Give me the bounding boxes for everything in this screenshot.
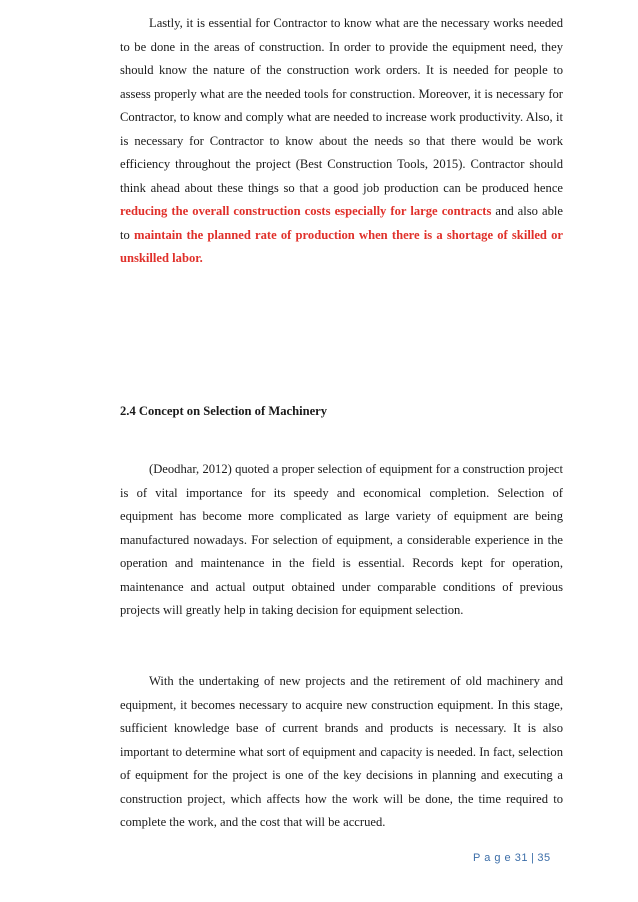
page-separator: | [530, 852, 535, 864]
paragraph-text: and also able to [120, 204, 564, 242]
highlight-reducing-costs: reducing the overall construction costs especially for large contracts [120, 204, 492, 218]
paragraph-text: (Deodhar, 2012) quoted a proper selection of equipment for a construction project is of vital importance for its speedy and economical completion. Selection of equipment has become more complicated as large variety of equipment are being manufactured nowadays. For selection of equipment, a considerable experience in the operation and maintenance in the field is essential. Records kept for operation, maintenance and actual output obtained under comparable conditions of previous projects will greatly help in taking decision for equipment selection. [120, 462, 563, 617]
paragraph-text: Lastly, it is essential for Contractor to know what are the necessary works needed to be done in the areas of construction. In order to provide the equipment need, they should know the nature of the construction work orders. It is needed for people to assess properly what are the needed tools for construction. Moreover, it is necessary for Contractor, to know and comply what are needed to increase work productivity. Also, it is necessary for Contractor to know about the needs so that there would be work efficiency throughout the project (Best Construction Tools, 2015). Contractor should think ahead about these things so that a good job production can be produced hence [120, 16, 563, 195]
paragraph-new-projects [120, 670, 563, 835]
paragraph-text: With the undertaking of new projects and the retirement of old machinery and equipment, it becomes necessary to acquire new construction equipment. In this stage, sufficient knowledge base of current brands and products is necessary. It is also important to determine what sort of equipment and capacity is needed. In fact, selection of equipment for the project is one of the key decisions in planning and executing a construction project, which affects how the work will be done, the time required to complete the work, and the cost that will be accrued. [120, 674, 563, 829]
section-heading: 2.4 Concept on Selection of Machinery [120, 404, 328, 418]
paragraph-contractor-needs [120, 12, 563, 271]
highlight-maintain-rate: maintain the planned rate of production when there is a shortage of skilled or unskilled labor. [120, 227, 563, 265]
page-footer [473, 852, 551, 864]
paragraph-deodhar [120, 458, 563, 623]
current-page-number: 31 [514, 852, 528, 864]
total-pages-number: 35 [537, 852, 551, 864]
page-label: P a g e [473, 852, 512, 864]
